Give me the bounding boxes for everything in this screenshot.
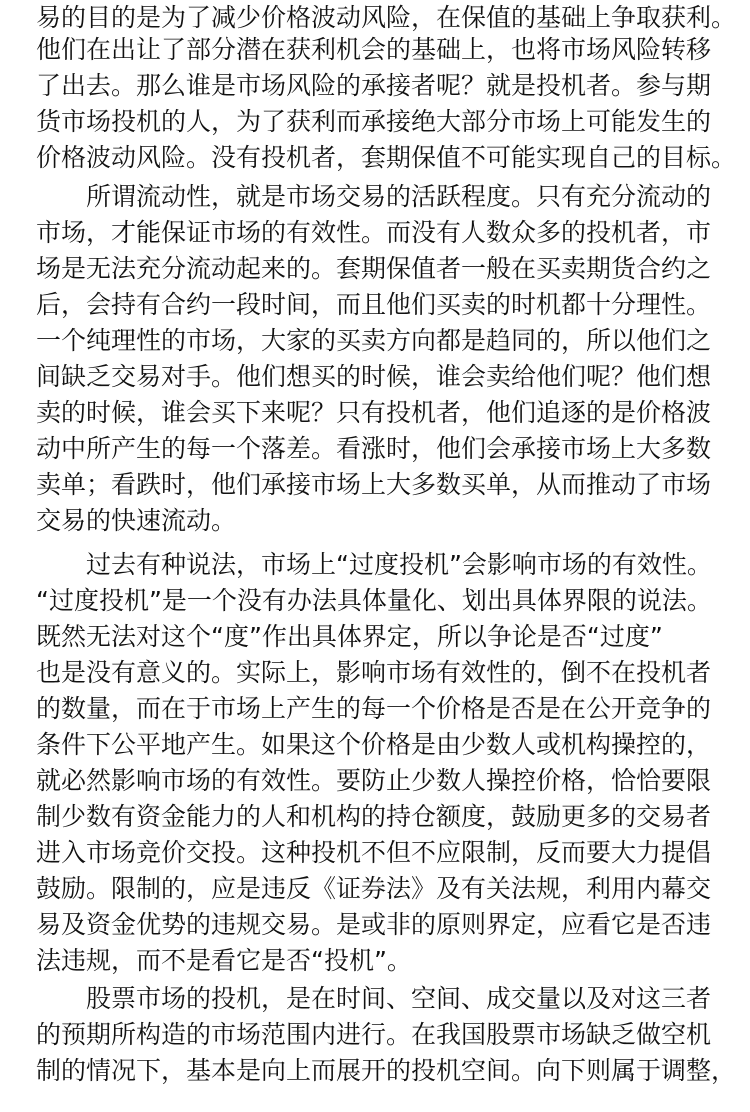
text-line: 动中所产生的每一个落差。看涨时，他们会承接市场上大多数	[36, 434, 712, 463]
text-line: 所谓流动性，就是市场交易的活跃程度。只有充分流动的	[36, 182, 712, 211]
text-line: 法违规，而不是看它是否“投机”。	[36, 946, 412, 975]
text-line: 货市场投机的人，为了获利而承接绝大部分市场上可能发生的	[36, 107, 712, 136]
text-line: 进入市场竞价交投。这种投机不但不应限制，反而要大力提倡	[36, 838, 712, 867]
text-line: 易的目的是为了减少价格波动风险，在保值的基础上争取获利。	[36, 3, 736, 32]
text-line: 卖的时候，谁会买下来呢？只有投机者，他们追逐的是价格波	[36, 398, 712, 427]
text-line: 的数量，而在于市场上产生的每一个价格是否是在公开竞争的	[36, 694, 712, 723]
text-line: 易及资金优势的违规交易。是或非的原则界定，应看它是否违	[36, 910, 712, 939]
text-line: 鼓励。限制的，应是违反《证券法》及有关法规，利用内幕交	[36, 874, 712, 903]
text-line: 卖单；看跌时，他们承接市场上大多数买单，从而推动了市场	[36, 470, 712, 499]
text-line: 制少数有资金能力的人和机构的持仓额度，鼓励更多的交易者	[36, 802, 712, 831]
text-line: 他们在出让了部分潜在获利机会的基础上，也将市场风险转移	[36, 35, 712, 64]
text-line: 价格波动风险。没有投机者，套期保值不可能实现自己的目标。	[36, 143, 736, 172]
text-line: 市场，才能保证市场的有效性。而没有人数众多的投机者，市	[36, 218, 712, 247]
text-line: 一个纯理性的市场，大家的买卖方向都是趋同的，所以他们之	[36, 326, 712, 355]
text-line: 既然无法对这个“度”作出具体界定，所以争论是否“过度”	[36, 622, 663, 651]
text-line: 股票市场的投机，是在时间、空间、成交量以及对这三者	[36, 984, 712, 1013]
text-line: 后，会持有合约一段时间，而且他们买卖的时机都十分理性。	[36, 290, 712, 319]
text-line: 就必然影响市场的有效性。要防止少数人操控价格，恰恰要限	[36, 766, 712, 795]
text-line: 的预期所构造的市场范围内进行。在我国股票市场缺乏做空机	[36, 1020, 712, 1049]
text-line: 了出去。那么谁是市场风险的承接者呢？就是投机者。参与期	[36, 71, 712, 100]
text-line: 场是无法充分流动起来的。套期保值者一般在买卖期货合约之	[36, 254, 712, 283]
text-line: 间缺乏交易对手。他们想买的时候，谁会卖给他们呢？他们想	[36, 362, 712, 391]
text-line: 制的情况下，基本是向上而展开的投机空间。向下则属于调整，	[36, 1056, 736, 1085]
text-line: 条件下公平地产生。如果这个价格是由少数人或机构操控的，	[36, 730, 712, 759]
text-line: 过去有种说法，市场上“过度投机”会影响市场的有效性。	[36, 550, 712, 579]
text-line: 也是没有意义的。实际上，影响市场有效性的，倒不在投机者	[36, 658, 712, 687]
text-line: “过度投机”是一个没有办法具体量化、划出具体界限的说法。	[36, 586, 712, 615]
text-line: 交易的快速流动。	[36, 506, 237, 535]
